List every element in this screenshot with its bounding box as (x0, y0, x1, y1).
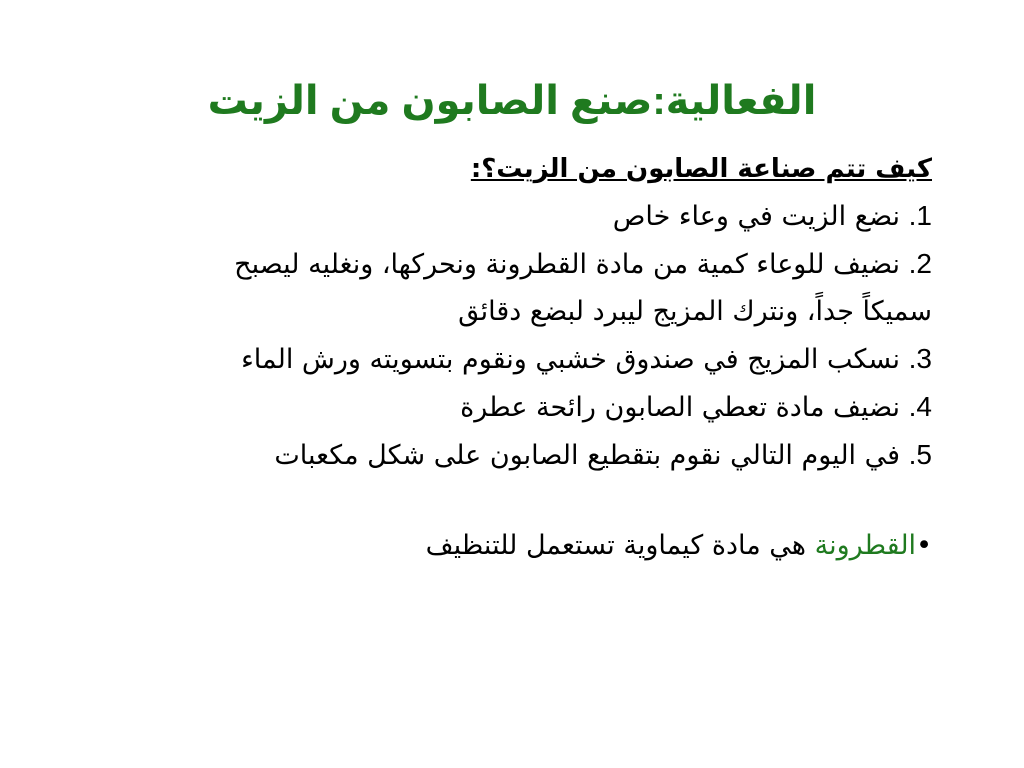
step-number: 2. (908, 248, 932, 279)
step-number: 4. (908, 391, 932, 422)
slide-body (188, 146, 932, 596)
highlighted-term: القطرونة (814, 530, 917, 561)
bullet-icon: • (916, 530, 932, 561)
step-text: نضع الزيت في وعاء خاص (612, 201, 901, 232)
step-item (188, 335, 932, 383)
definition-text: هي مادة كيماوية تستعمل للتنظيف (425, 530, 815, 561)
section-subheading: كيف تتم صناعة الصابون من الزيت؟: (470, 154, 932, 184)
definition-note (188, 523, 932, 569)
step-text: نضيف مادة تعطي الصابون رائحة عطرة (460, 392, 901, 423)
step-item (188, 240, 932, 335)
step-number: 3. (908, 343, 932, 374)
step-number: 5. (908, 439, 932, 470)
step-item (188, 383, 932, 431)
step-number: 1. (908, 200, 932, 231)
step-item (188, 192, 932, 240)
step-text: نضيف للوعاء كمية من مادة القطرونة ونحركها، ونغليه ليصبح سميكاً جداً، ونترك المزيج ليبرد لبضع دقائق (234, 249, 932, 327)
steps-list (188, 192, 932, 479)
step-item (188, 431, 932, 479)
step-text: في اليوم التالي نقوم بتقطيع الصابون على شكل مكعبات (274, 440, 901, 471)
step-text: نسكب المزيج في صندوق خشبي ونقوم بتسويته ورش الماء (241, 344, 901, 375)
slide-title: الفعالية:صنع الصابون من الزيت (207, 78, 817, 123)
